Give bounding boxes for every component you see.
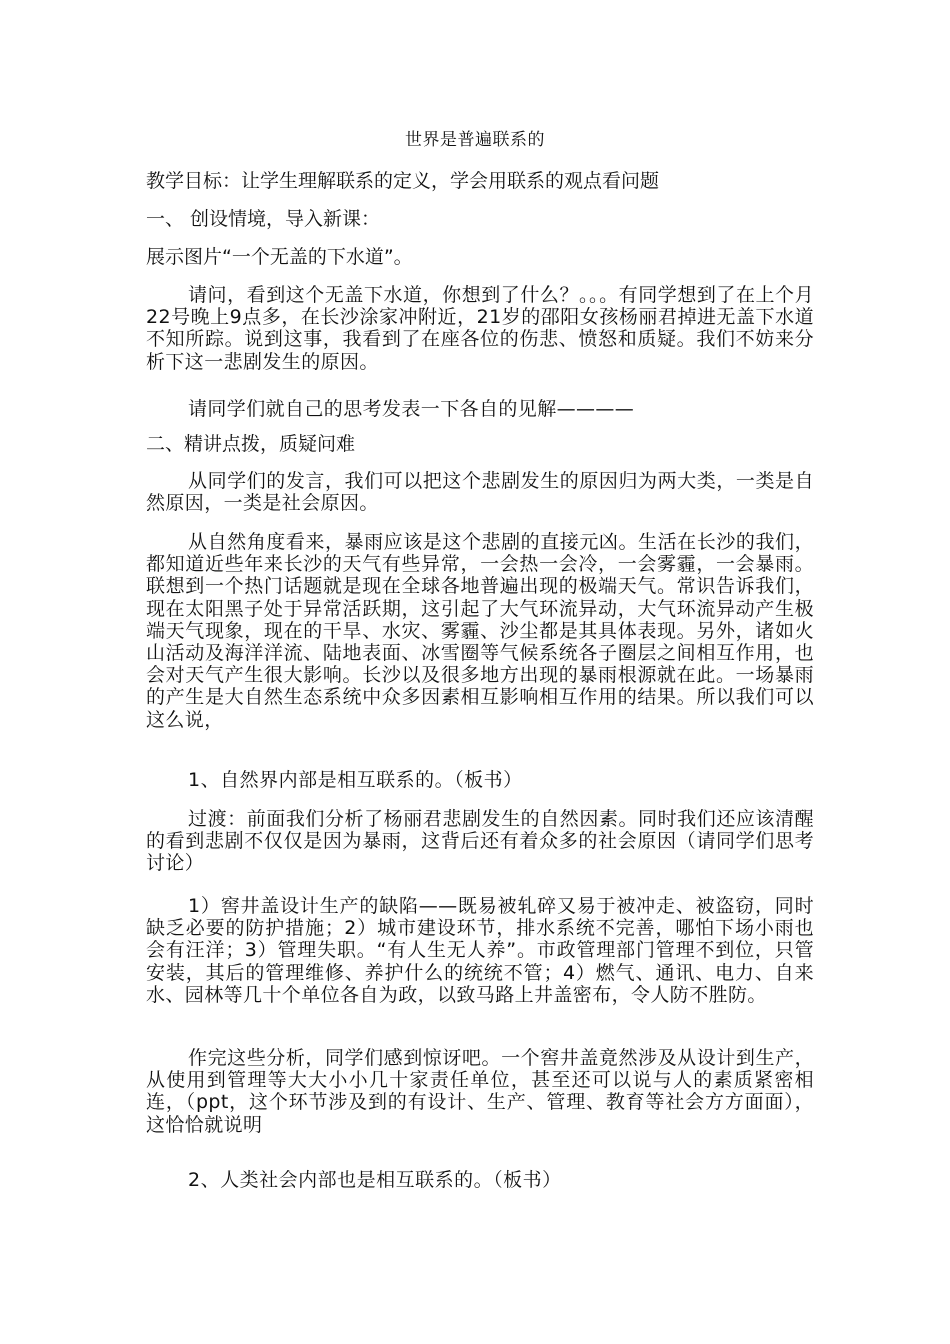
paragraph-natural-causes: 从自然角度看来，暴雨应该是这个悲剧的直接元凶。生活在长沙的我们，都知道近些年来长沙的天气有些异常，一会热一会冷，一会雾霾，一会暴雨。联想到一个热门话题就是现在全球各地普遍出现的极端天气。常识告诉我们，现在太阳黑子处于异常活跃期，这引起了大气环流异动，大气环流异动产生极端天气现象，现在的干旱、水灾、雾霾、沙尘都是其具体表现。另外，诸如火山活动及海洋洋流、陆地表面、冰雪圈等气候系统各子圈层之间相互作用，也会对天气产生很大影响。长沙以及很多地方出现的暴雨根源就在此。一场暴雨的产生是大自然生态系统中众多因素相互影响相互作用的结果。所以我们可以这么说， xyxy=(146,531,814,731)
paragraph-discussion-prompt: 请同学们就自己的思考发表一下各自的见解———— xyxy=(188,398,635,420)
show-picture-line: 展示图片“一个无盖的下水道”。 xyxy=(146,246,413,268)
section-heading-1: 一、 创设情境，导入新课： xyxy=(146,208,381,230)
paragraph-question: 请问，看到这个无盖下水道，你想到了什么？。。。有同学想到了在上个月22号晚上9点多，在长沙涂家冲附近，21岁的邵阳女孩杨丽君掉进无盖下水道不知所踪。说到这事，我看到了在座各位的伤悲、愤怒和质疑。我们不妨来分析下这一悲剧发生的原因。 xyxy=(146,284,814,373)
paragraph-transition: 过渡：前面我们分析了杨丽君悲剧发生的自然因素。同时我们还应该清醒的看到悲剧不仅仅是因为暴雨，这背后还有着众多的社会原因（请同学们思考讨论） xyxy=(146,808,814,875)
paragraph-social-causes: 1）窖井盖设计生产的缺陷——既易被轧碎又易于被冲走、被盗窃，同时缺乏必要的防护措施；2）城市建设环节，排水系统不完善，哪怕下场小雨也会有汪洋；3）管理失职。“有人生无人养”。市政管理部门管理不到位，只管安装，其后的管理维修、养护什么的统统不管；4）燃气、通讯、电力、自来水、园林等几十个单位各自为政，以致马路上井盖密布，令人防不胜防。 xyxy=(146,895,814,1006)
teaching-objective: 教学目标：让学生理解联系的定义，学会用联系的观点看问题 xyxy=(146,170,660,192)
paragraph-analysis-summary: 作完这些分析，同学们感到惊讶吧。一个窖井盖竟然涉及从设计到生产，从使用到管理等大大小小几十家责任单位，甚至还可以说与人的素质紧密相连，（ppt，这个环节涉及到的有设计、生产、管理、教育等社会方方面面），这恰恰就说明 xyxy=(146,1047,814,1136)
board-note-society: 2、人类社会内部也是相互联系的。（板书） xyxy=(188,1169,562,1191)
board-note-nature: 1、自然界内部是相互联系的。（板书） xyxy=(188,769,523,791)
page-title: 世界是普遍联系的 xyxy=(405,130,545,150)
paragraph-two-causes: 从同学们的发言，我们可以把这个悲剧发生的原因归为两大类，一类是自然原因，一类是社会原因。 xyxy=(146,470,814,515)
section-heading-2: 二、精讲点拨，质疑问难 xyxy=(146,433,356,455)
